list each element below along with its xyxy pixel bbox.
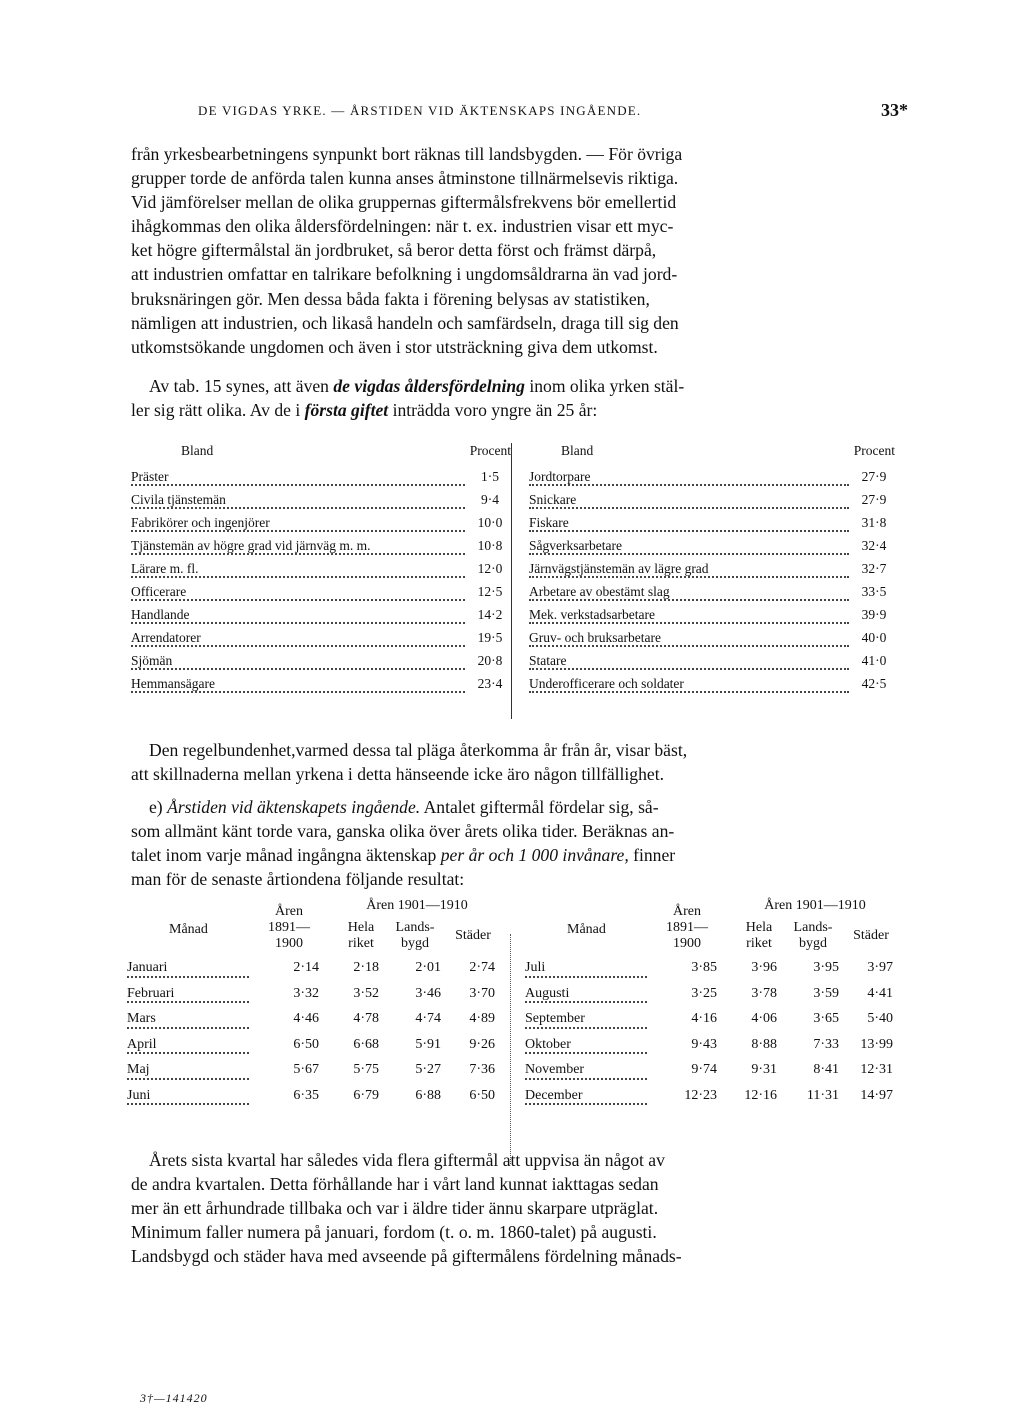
month-name: Juni xyxy=(127,1088,153,1103)
rate-value: 4·78 xyxy=(353,1011,379,1026)
table-row xyxy=(529,630,895,653)
col-head-hela: riket xyxy=(746,936,772,951)
rate-value: 2·01 xyxy=(415,960,441,975)
leader-dots xyxy=(529,507,849,509)
leader-dots xyxy=(131,507,465,509)
table-row xyxy=(525,986,897,1012)
text-line: nämligen att industrien, och likaså handeln och samfärdseln, draga till sig den xyxy=(131,312,679,333)
leader-dots xyxy=(131,691,465,693)
occupation-name: Handlande xyxy=(131,607,192,622)
table-row xyxy=(131,607,511,630)
col-head-procent: Procent xyxy=(469,443,511,458)
table-row xyxy=(127,1088,503,1114)
rate-value: 6·88 xyxy=(415,1087,441,1103)
text-line: Den regelbundenhet,varmed dessa tal pläga återkomma år från år, visar bäst, xyxy=(149,740,688,760)
leader-dots xyxy=(525,1103,647,1105)
rate-value: 3·95 xyxy=(813,960,839,975)
table-row xyxy=(525,1088,897,1114)
rate-value: 2·74 xyxy=(469,960,495,975)
percent-value: 12·0 xyxy=(477,561,503,576)
table-row xyxy=(131,676,511,699)
percent-value: 40·0 xyxy=(861,630,887,645)
percent-value: 10·8 xyxy=(477,538,503,553)
rate-value: 3·96 xyxy=(751,960,777,975)
leader-dots xyxy=(127,1027,249,1029)
leader-dots xyxy=(529,599,849,601)
rate-value: 6·79 xyxy=(353,1087,379,1103)
table-row xyxy=(127,1011,503,1037)
rate-value: 7·36 xyxy=(469,1062,495,1077)
percent-value: 27·9 xyxy=(861,469,887,484)
leader-dots xyxy=(529,668,849,670)
occupation-table-left xyxy=(131,443,511,699)
table-row xyxy=(525,960,897,986)
text-run: talet inom varje månad ingångna äktenskap xyxy=(131,845,441,866)
text-run: finner xyxy=(628,845,676,866)
paragraph-5 xyxy=(131,1148,895,1268)
rate-value: 3·65 xyxy=(813,1011,839,1026)
leader-dots xyxy=(131,599,465,601)
rate-value: 3·85 xyxy=(691,960,717,975)
leader-dots xyxy=(525,1078,647,1080)
table-body xyxy=(127,960,503,1113)
col-head-bland: Bland xyxy=(561,443,594,458)
rate-value: 5·75 xyxy=(353,1062,379,1077)
table-header xyxy=(131,443,511,469)
col-head-hela: Hela xyxy=(347,920,375,935)
month-name: September xyxy=(525,1011,588,1026)
table-row xyxy=(529,492,895,515)
leader-dots xyxy=(525,1027,647,1029)
text-line: från yrkesbearbetningens synpunkt bort räknas till landsbygden. — För övriga xyxy=(131,144,683,164)
rate-value: 5·67 xyxy=(293,1062,319,1077)
section-title: Årstiden vid äktenskapets ingående. xyxy=(167,797,421,817)
leader-dots xyxy=(529,576,849,578)
leader-dots xyxy=(529,484,849,486)
col-head-stader: Städer xyxy=(455,928,491,943)
text-run: inom olika yrken stäl- xyxy=(524,376,685,396)
month-name: Augusti xyxy=(525,986,572,1001)
rate-value: 2·18 xyxy=(353,960,379,975)
text-line xyxy=(131,843,895,867)
table-row xyxy=(525,1011,897,1037)
leader-dots xyxy=(131,553,465,555)
col-head-hela: Hela xyxy=(745,920,773,935)
leader-dots xyxy=(529,691,849,693)
occupation-name: Fiskare xyxy=(529,515,572,530)
leader-dots xyxy=(131,622,465,624)
col-head-aren-1891: Åren xyxy=(275,904,303,919)
occupation-name: Fabrikörer och ingenjörer xyxy=(131,515,273,530)
table-row xyxy=(131,492,511,515)
percent-value: 32·4 xyxy=(861,538,887,553)
table-row xyxy=(529,561,895,584)
col-head-aren-1891: 1891— xyxy=(666,920,708,935)
table-body xyxy=(525,960,897,1113)
occupation-name: Gruv- och bruksarbetare xyxy=(529,630,664,645)
rate-value: 6·68 xyxy=(353,1036,379,1052)
percent-value: 1·5 xyxy=(481,469,499,484)
rate-value: 9·26 xyxy=(469,1036,495,1052)
col-head-group: Åren 1901—1910 xyxy=(764,898,866,913)
table-row xyxy=(131,469,511,492)
month-name: Februari xyxy=(127,986,177,1001)
emphasis: de vigdas åldersfördelning xyxy=(333,376,525,396)
text-line xyxy=(131,795,895,819)
leader-dots xyxy=(131,484,465,486)
text-line: bruksnäringen gör. Men dessa båda fakta i förening belysas av statistiken, xyxy=(131,288,650,309)
rate-value: 3·25 xyxy=(691,985,717,1001)
table-row xyxy=(529,515,895,538)
month-name: Oktober xyxy=(525,1037,574,1052)
rate-value: 5·91 xyxy=(415,1036,441,1052)
percent-value: 9·4 xyxy=(481,492,499,507)
percent-value: 23·4 xyxy=(477,676,503,691)
occupation-name: Civila tjänstemän xyxy=(131,492,229,507)
text-line: Vid jämförelser mellan de olika gruppernas giftermålsfrekvens bör emellertid xyxy=(131,192,677,213)
col-head-procent: Procent xyxy=(853,443,895,458)
rate-value: 4·74 xyxy=(415,1011,441,1026)
col-head-lands: Lands- xyxy=(793,920,833,935)
text-line xyxy=(131,398,895,422)
rate-value: 5·40 xyxy=(867,1011,893,1026)
emphasis: första giftet xyxy=(304,400,389,421)
rate-value: 3·59 xyxy=(813,985,839,1001)
occupation-name: Sågverksarbetare xyxy=(529,538,625,553)
occupation-name: Underofficerare och soldater xyxy=(529,676,687,691)
col-head-month: Månad xyxy=(567,922,606,937)
rate-value: 9·43 xyxy=(691,1036,717,1052)
rate-value: 8·88 xyxy=(751,1036,777,1052)
leader-dots xyxy=(127,1103,249,1105)
col-head-hela: riket xyxy=(348,936,374,951)
rate-value: 3·78 xyxy=(751,985,777,1001)
text-line: att industrien omfattar en talrikare befolkning i ungdomsåldrarna än vad jord- xyxy=(131,264,678,285)
text-line: mer än ett århundrade tillbaka och var i äldre tider ännu skarpare utpräglat. xyxy=(131,1198,659,1219)
col-head-group: Åren 1901—1910 xyxy=(366,898,468,913)
table-row xyxy=(529,538,895,561)
rate-value: 5·27 xyxy=(415,1062,441,1077)
rate-value: 3·70 xyxy=(469,985,495,1001)
month-name: April xyxy=(127,1037,160,1052)
rate-value: 7·33 xyxy=(813,1036,839,1052)
col-head-lands: Lands- xyxy=(395,920,435,935)
rate-value: 9·74 xyxy=(691,1062,717,1077)
col-head-aren-1891: Åren xyxy=(673,904,701,919)
leader-dots xyxy=(131,576,465,578)
rate-value: 4·89 xyxy=(469,1011,495,1026)
rate-value: 6·35 xyxy=(293,1087,319,1103)
text-run: e) xyxy=(149,797,168,817)
percent-value: 32·7 xyxy=(861,561,887,576)
percent-value: 31·8 xyxy=(861,515,887,530)
col-head-aren-1891: 1900 xyxy=(673,936,701,951)
month-name: Maj xyxy=(127,1062,153,1077)
percent-value: 12·5 xyxy=(477,584,503,599)
text-line: Minimum faller numera på januari, fordom (t. o. m. 1860-talet) på augusti. xyxy=(131,1222,657,1243)
leader-dots xyxy=(529,530,849,532)
occupation-name: Järnvägstjänstemän av lägre grad xyxy=(529,561,712,576)
text-line: utkomstsökande ungdomen och även i stor utsträckning giva dem utkomst. xyxy=(131,336,658,357)
leader-dots xyxy=(529,645,849,647)
table-row xyxy=(529,676,895,699)
occupation-name: Snickare xyxy=(529,492,579,507)
percent-value: 14·2 xyxy=(477,607,503,622)
percent-value: 39·9 xyxy=(861,607,887,622)
text-line: Landsbygd och städer hava med avseende på giftermålens fördelning månads- xyxy=(131,1246,682,1267)
text-line xyxy=(131,374,895,398)
text-run: Av tab. 15 synes, att även xyxy=(149,376,334,396)
rate-value: 12·23 xyxy=(684,1087,717,1103)
table-row xyxy=(127,960,503,986)
leader-dots xyxy=(127,976,249,978)
running-header xyxy=(198,100,908,120)
column-divider xyxy=(510,934,511,1164)
table-row xyxy=(127,986,503,1012)
percent-value: 19·5 xyxy=(477,630,503,645)
rate-value: 3·32 xyxy=(293,985,319,1001)
leader-dots xyxy=(131,668,465,670)
percent-value: 33·5 xyxy=(861,584,887,599)
leader-dots xyxy=(127,1078,249,1080)
rate-value: 4·46 xyxy=(293,1011,319,1026)
print-signature: 3†—141420 xyxy=(140,1391,208,1405)
rate-value: 2·14 xyxy=(293,960,319,975)
occupation-table-right xyxy=(529,443,895,699)
rate-value: 4·06 xyxy=(751,1011,777,1026)
month-name: December xyxy=(525,1088,586,1103)
rate-value: 13·99 xyxy=(860,1036,893,1052)
table-row xyxy=(529,469,895,492)
occupation-name: Hemmansägare xyxy=(131,676,218,691)
rate-value: 12·16 xyxy=(744,1087,777,1103)
rate-value: 6·50 xyxy=(469,1087,495,1103)
month-name: Januari xyxy=(127,960,170,975)
text-line: man för de senaste årtiondena följande resultat: xyxy=(131,869,465,890)
table-row xyxy=(529,584,895,607)
leader-dots xyxy=(131,530,465,532)
table-row xyxy=(131,515,511,538)
col-head-lands: bygd xyxy=(799,936,827,951)
paragraph-2 xyxy=(131,374,895,422)
leader-dots xyxy=(127,1001,249,1003)
occupation-name: Arbetare av obestämt slag xyxy=(529,584,673,599)
occupation-name: Lärare m. fl. xyxy=(131,561,201,576)
percent-value: 20·8 xyxy=(477,653,503,668)
col-head-stader: Städer xyxy=(853,928,889,943)
col-head-bland: Bland xyxy=(181,443,214,458)
text-line: att skillnaderna mellan yrkena i detta hänseende icke äro någon tillfällighet. xyxy=(131,764,664,785)
leader-dots xyxy=(529,553,849,555)
table-row xyxy=(127,1037,503,1063)
percent-value: 41·0 xyxy=(861,653,887,668)
leader-dots xyxy=(127,1052,249,1054)
table-row xyxy=(525,1037,897,1063)
running-title: DE VIGDAS YRKE. — ÅRSTIDEN VID ÄKTENSKAPS INGÅENDE. xyxy=(198,103,642,118)
table-row xyxy=(131,630,511,653)
text-line: grupper torde de anförda talen kunna anses åtminstone tillnärmelsevis riktiga. xyxy=(131,168,679,189)
month-name: November xyxy=(525,1062,587,1077)
emphasis: per år och 1 000 invånare, xyxy=(440,845,629,866)
month-name: Mars xyxy=(127,1011,159,1026)
occupation-name: Officerare xyxy=(131,584,189,599)
rate-value: 3·52 xyxy=(353,985,379,1001)
table-row xyxy=(131,561,511,584)
text-line: Årets sista kvartal har således vida flera giftermål att uppvisa än något av xyxy=(149,1150,665,1170)
percent-value: 42·5 xyxy=(861,676,887,691)
col-head-aren-1891: 1900 xyxy=(275,936,303,951)
rate-value: 9·31 xyxy=(751,1062,777,1077)
column-divider xyxy=(511,443,512,719)
table-row xyxy=(131,653,511,676)
paragraph-3 xyxy=(131,738,895,786)
occupation-name: Sjömän xyxy=(131,653,175,668)
rate-value: 4·41 xyxy=(867,985,893,1001)
table-row xyxy=(525,1062,897,1088)
leader-dots xyxy=(525,976,647,978)
text-line: de andra kvartalen. Detta förhållande har i vårt land kunnat iakttagas sedan xyxy=(131,1174,659,1195)
leader-dots xyxy=(525,1001,647,1003)
percent-value: 10·0 xyxy=(477,515,503,530)
text-line: ihågkommas den olika åldersfördelningen: när t. ex. industrien visar ett myc- xyxy=(131,216,674,237)
table-row xyxy=(529,653,895,676)
col-head-lands: bygd xyxy=(401,936,429,951)
text-run: inträdda voro yngre än 25 år: xyxy=(388,400,598,421)
rate-value: 8·41 xyxy=(813,1062,839,1077)
text-line: som allmänt känt torde vara, ganska olika över årets olika tider. Beräknas an- xyxy=(131,821,675,842)
occupation-name: Präster xyxy=(131,469,172,484)
page-number: 33* xyxy=(881,100,908,120)
table-row xyxy=(131,584,511,607)
rate-value: 11·31 xyxy=(806,1087,839,1103)
occupation-name: Arrendatorer xyxy=(131,630,204,645)
percent-value: 27·9 xyxy=(861,492,887,507)
rate-value: 3·97 xyxy=(867,960,893,975)
text-run: Antalet giftermål fördelar sig, så- xyxy=(420,797,659,817)
paragraph-1 xyxy=(131,142,895,359)
leader-dots xyxy=(131,645,465,647)
table-row xyxy=(127,1062,503,1088)
rate-value: 12·31 xyxy=(860,1062,893,1077)
rate-value: 3·46 xyxy=(415,985,441,1001)
leader-dots xyxy=(529,622,849,624)
text-line: ket högre giftermålstal än jordbruket, så beror detta först och främst därpå, xyxy=(131,240,657,261)
table-row xyxy=(131,538,511,561)
occupation-name: Tjänstemän av högre grad vid järnväg m. m. xyxy=(131,538,374,553)
col-head-aren-1891: 1891— xyxy=(268,920,310,935)
occupation-name: Jordtorpare xyxy=(529,469,593,484)
table-header xyxy=(529,443,895,469)
occupation-name: Statare xyxy=(529,653,569,668)
text-run: ler sig rätt olika. Av de i xyxy=(131,400,305,421)
rate-value: 4·16 xyxy=(691,1011,717,1026)
col-head-month: Månad xyxy=(169,922,208,937)
paragraph-4 xyxy=(131,795,895,891)
month-name: Juli xyxy=(525,960,548,975)
rate-value: 14·97 xyxy=(860,1087,893,1103)
occupation-name: Mek. verkstadsarbetare xyxy=(529,607,658,622)
rate-value: 6·50 xyxy=(293,1036,319,1052)
table-row xyxy=(529,607,895,630)
leader-dots xyxy=(525,1052,647,1054)
